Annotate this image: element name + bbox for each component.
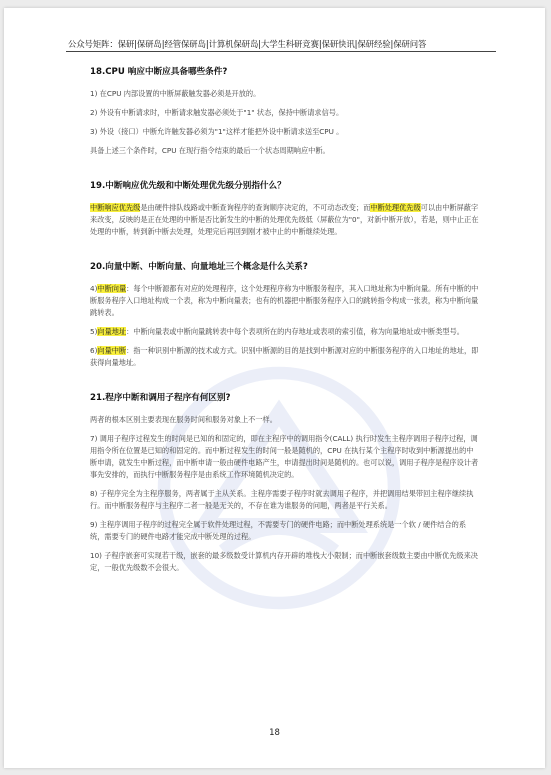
page-header: 公众号矩阵：保研|保研岛|经管保研岛|计算机保研岛|大学生科研竞赛|保研快讯|保研经验|保研问答 xyxy=(68,39,427,49)
section-21-item-8: 8) 子程序完全为主程序服务，两者属于主从关系。主程序需要子程序时就去调用子程序，并把调用结果带回主程序继续执行。而中断服务程序与主程序二者一般是无关的，不存在谁为谁服务的问题，两者是平行关系。 xyxy=(90,489,474,510)
section-18-summary: 具备上述三个条件时，CPU 在现行指令结束的最后一个状态周期响应中断。 xyxy=(90,146,330,155)
section-21-intro: 两者的根本区别主要表现在服务时间和服务对象上不一样。 xyxy=(90,415,277,424)
section-21-item-7: 7) 调用子程序过程发生的时间是已知的和固定的，即在主程序中的调用指令(CALL) 执行时发生主程序调用子程序过程，调用指令所在位置是已知的和固定的。而中断过程发生的时间一般是随机的，CPU 在执行某个主程序时收到中断源提出的中断申请，就发生中断过程，而中断申请一般由硬件电路产生，申请提出时间是随机的。也可以说，调用子程序是程序设计者事先安排的，而执行中断服务程序是由系统工作环境随机决定的。 xyxy=(90,434,479,479)
highlight-response-priority: 中断响应优先级 xyxy=(90,203,141,212)
main-content xyxy=(90,66,480,581)
section-18-item-3: 3) 外设（接口）中断允许触发器必须为"1"这样才能把外设中断请求送至CPU 。 xyxy=(90,127,344,136)
highlight-handling-priority: 中断处理优先级 xyxy=(370,203,421,212)
item-number: 5) xyxy=(90,327,98,336)
section-20-item-vectored-interrupt xyxy=(90,345,480,369)
section-18-title: 18.CPU 响应中断应具备哪些条件? xyxy=(90,67,228,77)
item-text: ：指一种识别中断源的技术或方式。识别中断源的目的是找到中断源对应的中断服务程序的入口地址的地址，即获得向量地址。 xyxy=(90,346,479,367)
item-number: 6) xyxy=(90,346,98,355)
item-number: 4) xyxy=(90,284,98,293)
section-20-item-interrupt-vector xyxy=(90,283,480,319)
section-21-title: 21.程序中断和调用子程序有何区别? xyxy=(90,393,231,403)
section-19-text-1: 是由硬件排队线路或中断查询程序的查询顺序决定的，不可动态改变；而 xyxy=(140,203,371,212)
highlight-vectored-interrupt: 向量中断 xyxy=(97,346,127,355)
section-18-item-1: 1) 在CPU 内部设置的中断屏蔽触发器必须是开放的。 xyxy=(90,89,261,98)
item-text: ：每个中断源都有对应的处理程序，这个处理程序称为中断服务程序，其入口地址称为中断向量。所有中断的中断服务程序入口地址构成一个表，称为中断向量表；也有的机器把中断服务程序入口的跳转指令构成一张表，称为中断向量跳转表。 xyxy=(90,284,479,317)
item-text: ：中断向量表或中断向量跳转表中每个表项所在的内存地址或表项的索引值，称为向量地址或中断类型号。 xyxy=(126,327,464,336)
section-20-title: 20.向量中断、中断向量、向量地址三个概念是什么关系? xyxy=(90,262,308,272)
section-19-title: 19.中断响应优先级和中断处理优先级分别指什么？ xyxy=(90,181,286,191)
header-divider xyxy=(66,51,496,52)
page-number: 18 xyxy=(269,728,280,738)
section-19-paragraph xyxy=(90,202,480,238)
document-page xyxy=(4,8,545,768)
highlight-vector-address: 向量地址 xyxy=(97,327,127,336)
section-21-item-10: 10) 子程序嵌套可实现若干级，嵌套的最多级数受计算机内存开辟的堆栈大小限制；而中断嵌套级数主要由中断优先级来决定，一般优先级数不会很大。 xyxy=(90,551,478,572)
section-18-item-2: 2) 外设有中断请求时，中断请求触发器必须处于"1" 状态，保持中断请求信号。 xyxy=(90,108,344,117)
section-20-item-vector-address xyxy=(90,326,480,338)
section-21-item-9: 9) 主程序调用子程序的过程完全属于软件处理过程，不需要专门的硬件电路；而中断处理系统是一个软 / 硬件结合的系统，需要专门的硬件电路才能完成中断处理的过程。 xyxy=(90,520,467,541)
highlight-interrupt-vector: 中断向量 xyxy=(97,284,127,293)
section-19-text-2: 可以由中断屏蔽字来改变，反映的是正在处理的中断是否比新发生的中断的处理优先级低（屏蔽位为"0"，对新中断开放），若是，则中止正在处理的中断，转到新中断去处理，处理完后再回到刚才被中止的中断继续处理。 xyxy=(90,203,479,236)
